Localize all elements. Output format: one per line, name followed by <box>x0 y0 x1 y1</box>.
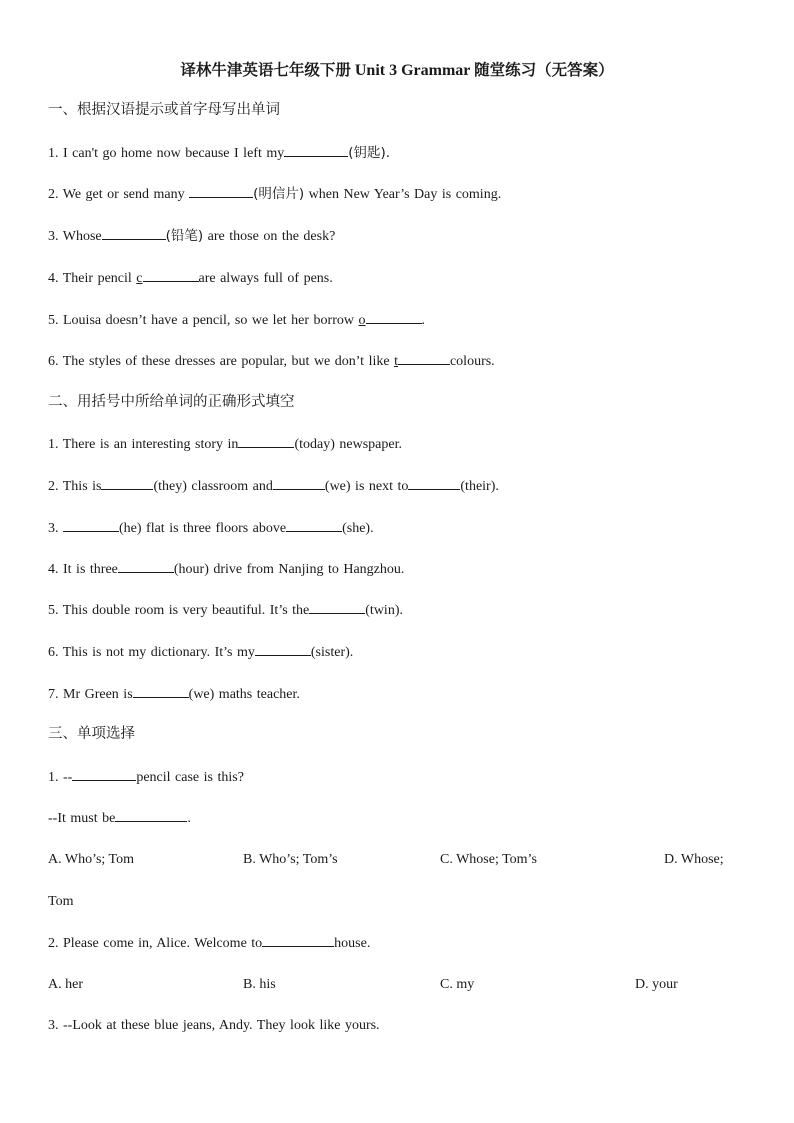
s3-question-2-stem: 2. Please come in, Alice. Welcome to house. <box>48 932 370 955</box>
answer-blank <box>309 599 365 614</box>
s1-question-6: 6. The styles of these dresses are popular, but we don’t like t colours. <box>48 350 495 373</box>
section2-heading: 二、用括号中所给单词的正确形式填空 <box>48 394 295 410</box>
answer-blank <box>118 558 174 573</box>
s1-question-1: 1. I can't go home now because I left my (钥匙). <box>48 142 390 165</box>
answer-blank <box>189 183 253 198</box>
initial-letter: t <box>394 354 398 369</box>
answer-blank <box>72 766 136 781</box>
s2-question-3: 3. (he) flat is three floors above (she). <box>48 517 374 540</box>
initial-letter: c <box>136 271 143 286</box>
answer-blank <box>262 932 334 947</box>
answer-blank <box>398 350 450 365</box>
s1-question-4: 4. Their pencil c are always full of pens. <box>48 267 333 290</box>
answer-blank <box>101 475 153 490</box>
s2-question-7: 7. Mr Green is (we) maths teacher. <box>48 683 300 706</box>
s2-question-5: 5. This double room is very beautiful. It’s the (twin). <box>48 599 403 622</box>
s3-q1-option-d: D. Whose; <box>664 852 724 867</box>
answer-blank <box>366 309 422 324</box>
s3-q1-option-d-wrap: Tom <box>48 894 74 909</box>
s3-q2-option-c: C. my <box>440 977 475 992</box>
answer-blank <box>284 142 348 157</box>
s1-question-3: 3. Whose (铅笔) are those on the desk? <box>48 225 335 248</box>
s3-q2-option-a: A. her <box>48 977 83 992</box>
answer-blank <box>63 517 119 532</box>
document-title <box>0 58 794 83</box>
s3-q1-option-b: B. Who’s; Tom’s <box>243 852 338 867</box>
answer-blank <box>115 807 187 822</box>
initial-letter: o <box>358 313 366 328</box>
title-chinese-suffix: 随堂练习（无答案） <box>474 61 614 79</box>
s3-question-1-line2: --It must be . <box>48 807 191 830</box>
title-chinese-prefix: 译林牛津英语七年级下册 <box>180 61 351 79</box>
answer-blank <box>143 267 199 282</box>
s1-question-2: 2. We get or send many (明信片) when New Year’s Day is coming. <box>48 183 501 206</box>
title-unit: Unit 3 Grammar <box>350 62 475 79</box>
answer-blank <box>102 225 166 240</box>
s2-question-4: 4. It is three (hour) drive from Nanjing to Hangzhou. <box>48 558 404 581</box>
answer-blank <box>286 517 342 532</box>
answer-blank <box>133 683 189 698</box>
answer-blank <box>238 433 294 448</box>
s3-q2-option-d: D. your <box>635 977 678 992</box>
answer-blank <box>255 641 311 656</box>
s1-question-5: 5. Louisa doesn’t have a pencil, so we let her borrow o . <box>48 309 425 332</box>
s2-question-2: 2. This is (they) classroom and (we) is next to (their). <box>48 475 499 498</box>
answer-blank <box>273 475 325 490</box>
s2-question-6: 6. This is not my dictionary. It’s my (sister). <box>48 641 353 664</box>
section3-heading: 三、单项选择 <box>48 726 135 742</box>
s3-question-3-stem: 3. --Look at these blue jeans, Andy. They look like yours. <box>48 1018 380 1033</box>
answer-blank <box>408 475 460 490</box>
s3-question-1-stem: 1. -- pencil case is this? <box>48 766 244 789</box>
s3-q1-option-a: A. Who’s; Tom <box>48 852 135 867</box>
s2-question-1: 1. There is an interesting story in (today) newspaper. <box>48 433 402 456</box>
s3-q2-option-b: B. his <box>243 977 276 992</box>
s3-q1-option-c: C. Whose; Tom’s <box>440 852 537 867</box>
section1-heading: 一、根据汉语提示或首字母写出单词 <box>48 102 280 118</box>
